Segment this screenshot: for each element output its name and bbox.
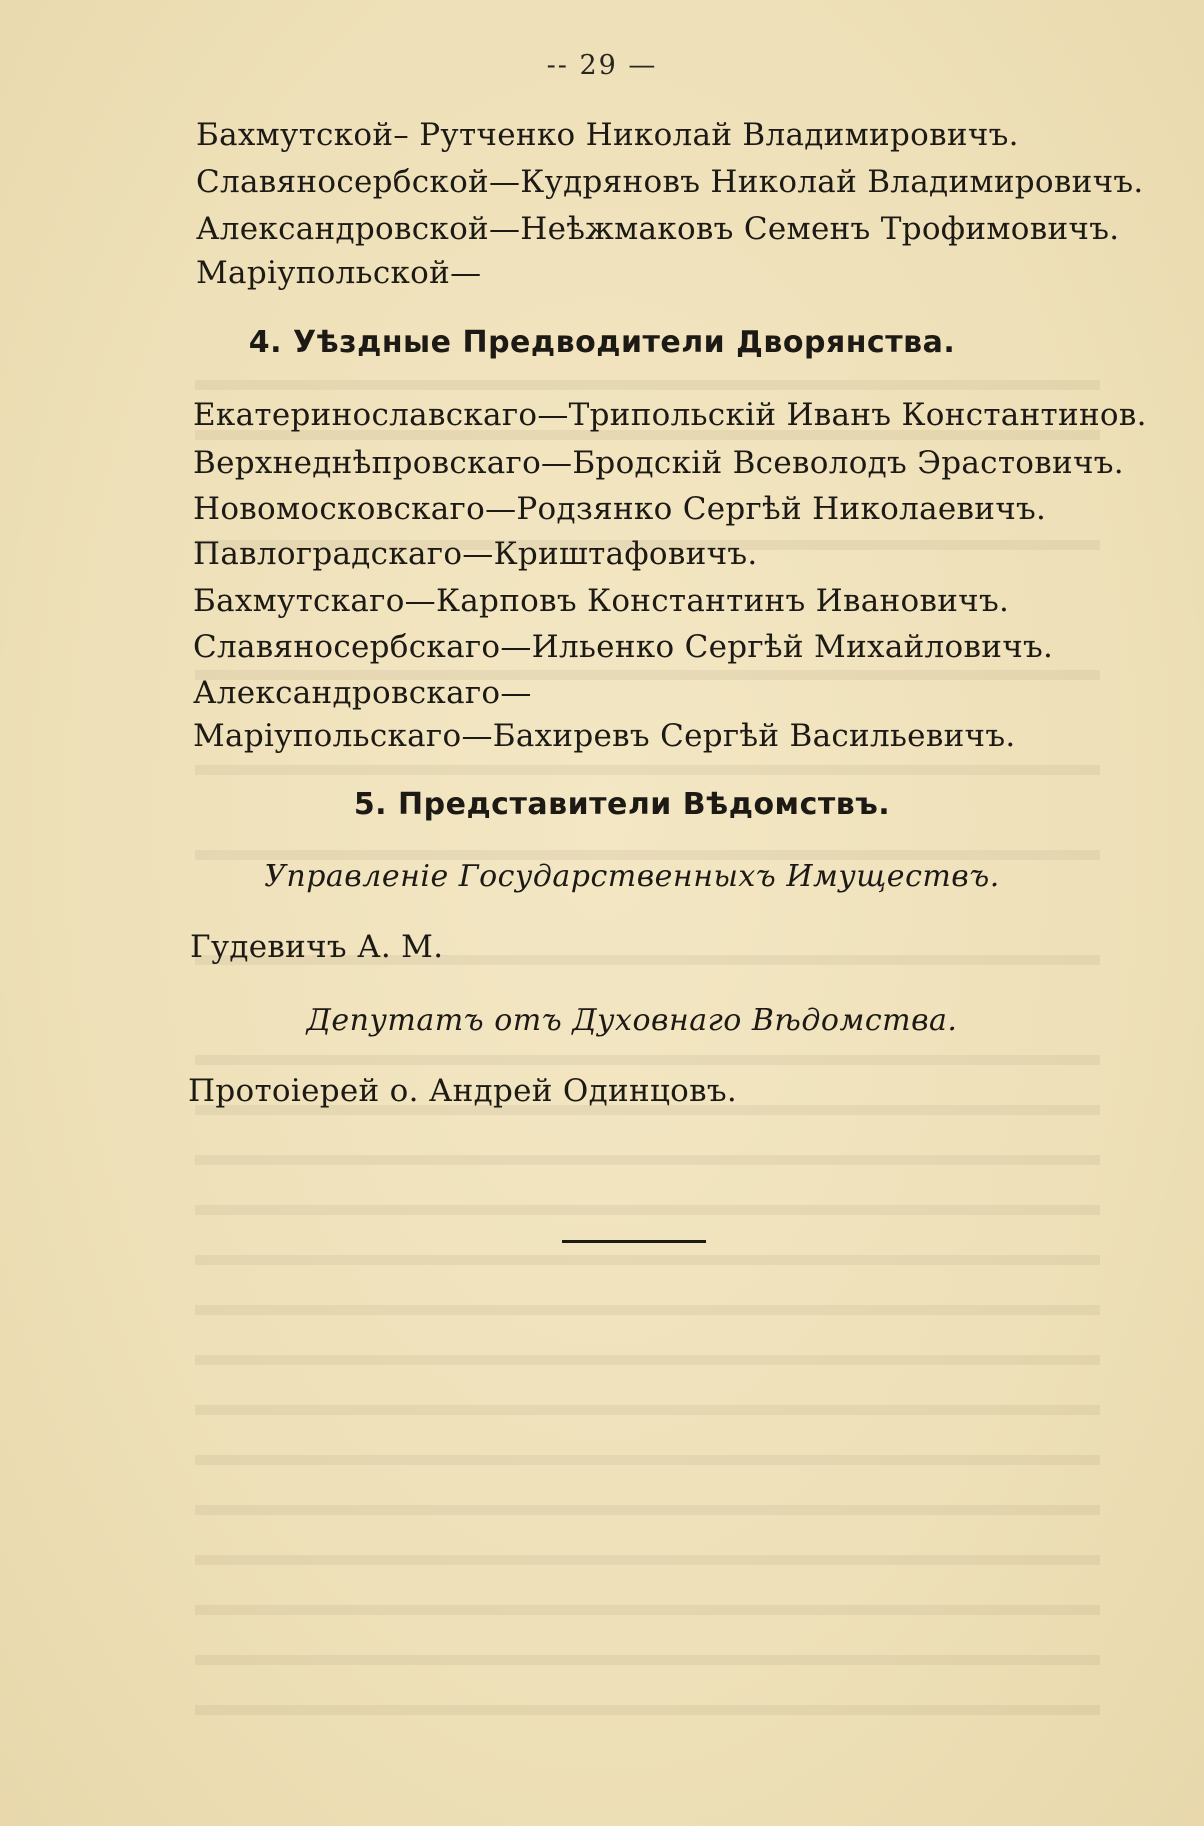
marshal-line: Славяносербскаго—Ильенко Сергѣй Михайловичъ. bbox=[193, 629, 1054, 665]
county-line: Бахмутской– Рутченко Николай Владимировичъ. bbox=[196, 117, 1019, 153]
marshal-line: Павлоградскаго—Криштафовичъ. bbox=[193, 536, 758, 572]
county-line: Маріупольской— bbox=[196, 255, 482, 291]
county-line: Александровской—Неѣжмаковъ Семенъ Трофимовичъ. bbox=[196, 211, 1120, 247]
department-subheading: Депутатъ отъ Духовнаго Вѣдомства. bbox=[306, 1003, 958, 1038]
marshal-line: Александровскаго— bbox=[193, 675, 532, 711]
section-heading: 5. Представители Вѣдомствъ. bbox=[353, 787, 891, 822]
representative-line: Гудевичъ А. М. bbox=[190, 929, 444, 965]
marshal-line: Маріупольскаго—Бахиревъ Сергѣй Васильевичъ. bbox=[193, 718, 1016, 754]
county-line: Славяносербской—Кудряновъ Николай Владимировичъ. bbox=[196, 164, 1144, 200]
marshal-line: Новомосковскаго—Родзянко Сергѣй Николаевичъ. bbox=[193, 491, 1047, 527]
marshal-line: Екатеринославскаго—Трипольскій Иванъ Константинов. bbox=[193, 397, 1147, 433]
marshal-line: Бахмутскаго—Карповъ Константинъ Ивановичъ. bbox=[193, 583, 1010, 619]
page-number: -- 29 — bbox=[546, 50, 658, 81]
closing-rule bbox=[562, 1240, 706, 1243]
representative-line: Протоіерей о. Андрей Одинцовъ. bbox=[188, 1073, 738, 1109]
marshal-line: Верхнеднѣпровскаго—Бродскій Всеволодъ Эрастовичъ. bbox=[193, 445, 1124, 481]
section-heading: 4. Уѣздные Предводители Дворянства. bbox=[248, 325, 956, 360]
department-subheading: Управленіе Государственныхъ Имуществъ. bbox=[264, 859, 1000, 894]
